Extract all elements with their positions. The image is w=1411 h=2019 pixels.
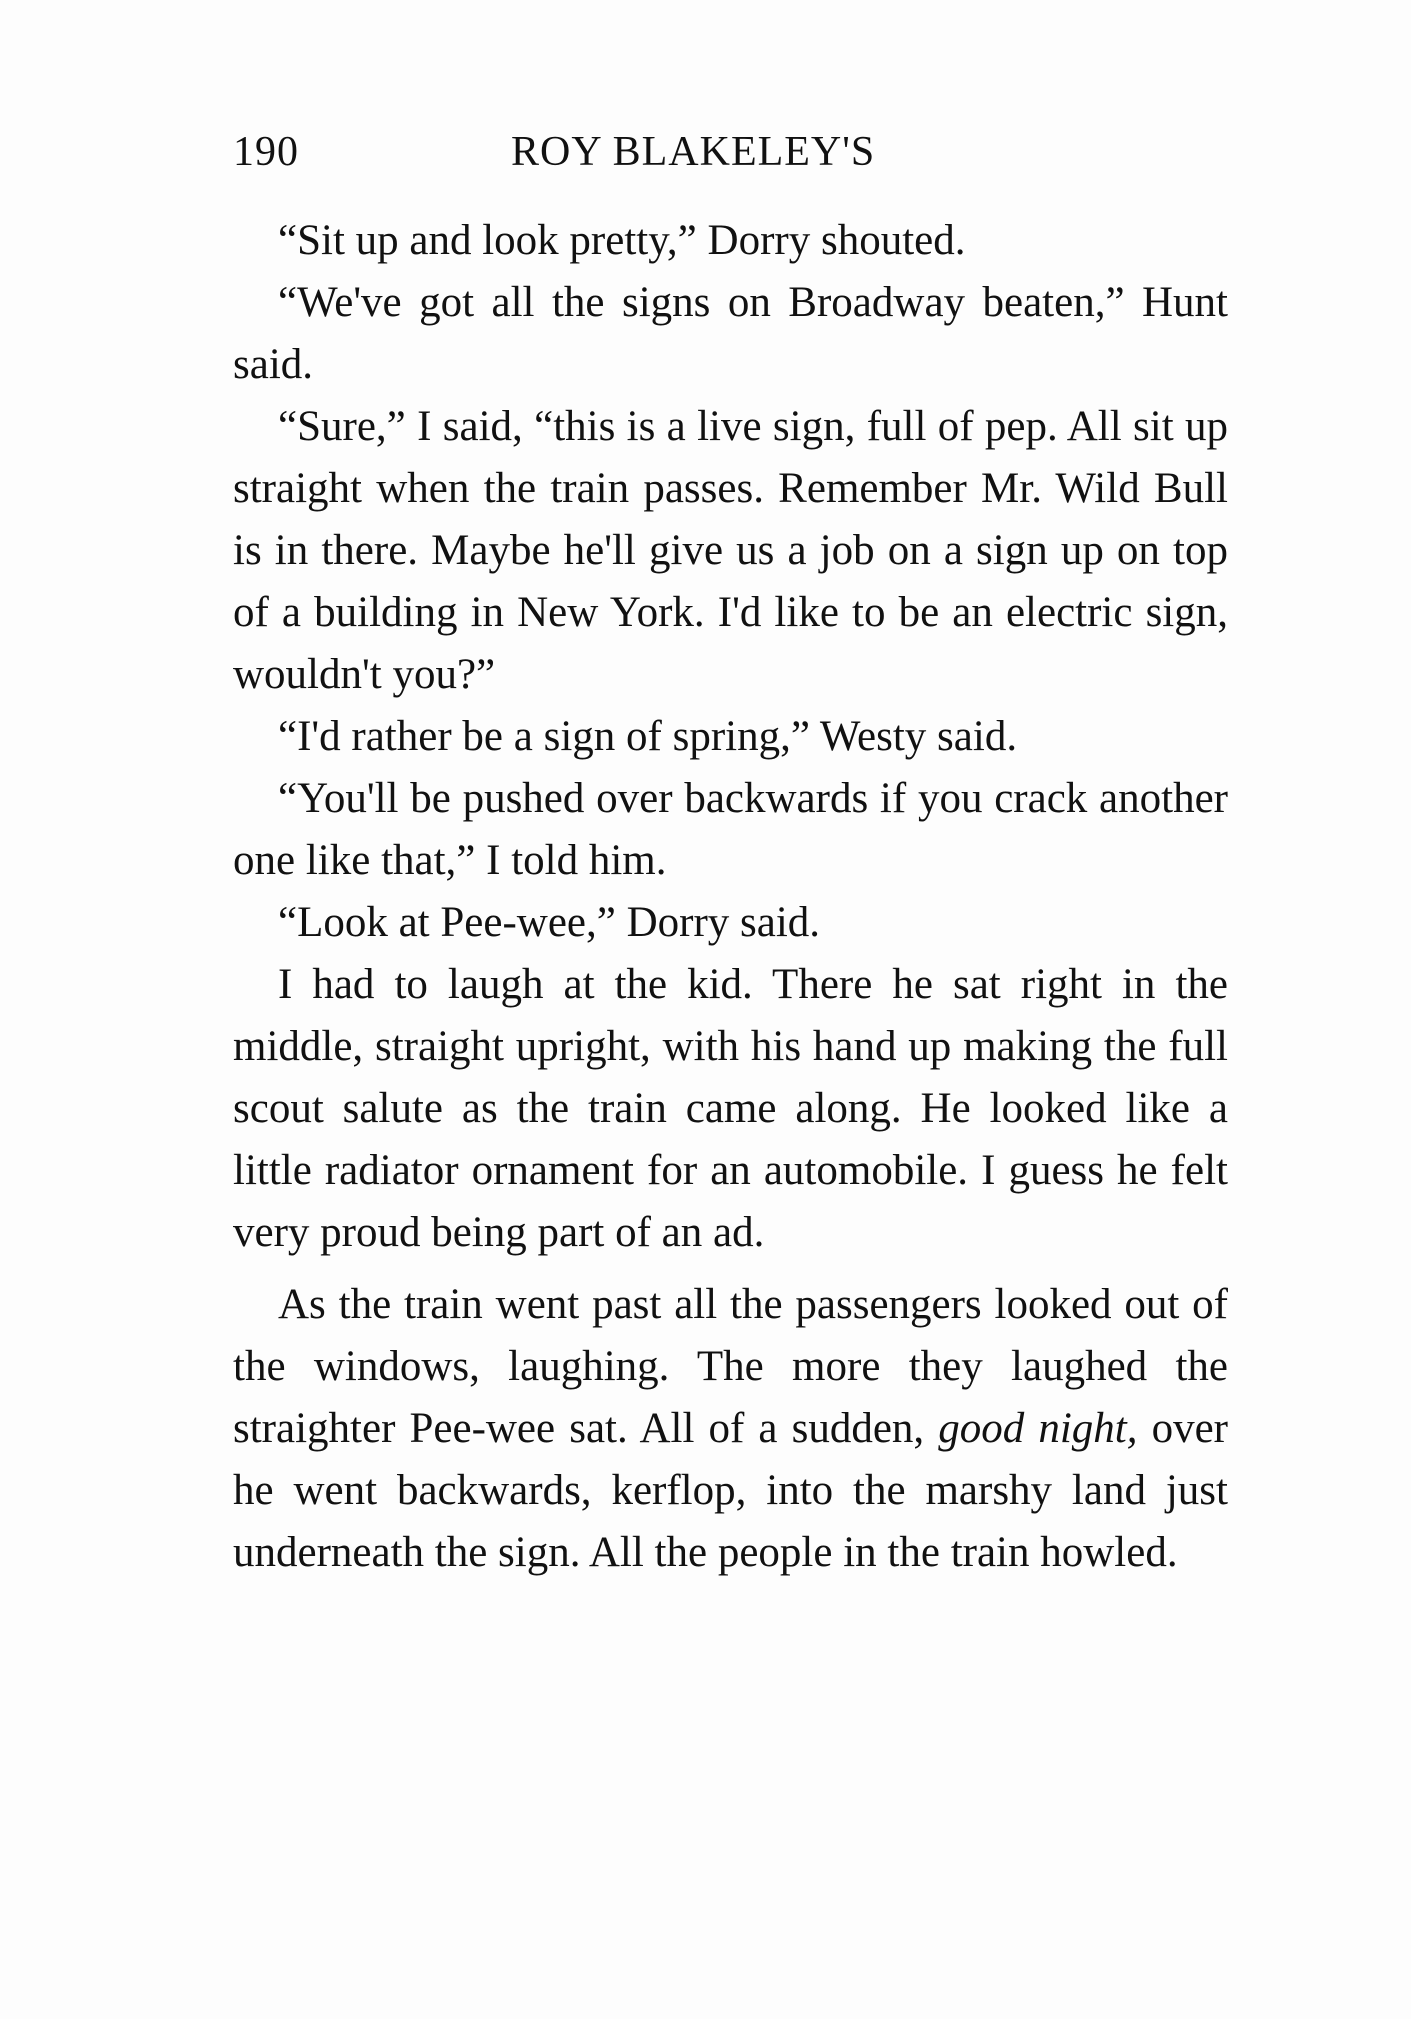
paragraph-text-start: As the train went past all the passengers looked out of the windows, laughing. The more they laughed the straighter Pee-wee sat. All of a sudden,: [233, 1281, 1228, 1452]
page-number: 190: [233, 129, 299, 175]
paragraph-live-sign: “Sure,” I said, “this is a live sign, full of pep. All sit up straight when the train passes. Remember Mr. Wild Bull is in there. Maybe he'll give us a job on a sign up on top of a building in New York. I'd like to be an electric sign, wouldn't you?”: [233, 403, 1228, 698]
paragraph-hunt-said: “We've got all the signs on Broadway beaten,” Hunt said.: [233, 279, 1228, 388]
paragraph-train-went-past: [233, 1274, 1228, 1584]
running-head: ROY BLAKELEY'S: [511, 129, 876, 175]
paragraph-told-him: “You'll be pushed over backwards if you crack another one like that,” I told him.: [233, 775, 1228, 884]
italic-phrase: good night,: [938, 1405, 1138, 1452]
body-text: [233, 210, 1228, 1584]
paragraph-laugh-at-kid: I had to laugh at the kid. There he sat right in the middle, straight upright, with his hand up making the full scout salute as the train came along. He looked like a little radiator ornament for an automobile. I guess he felt very proud being part of an ad.: [233, 961, 1228, 1256]
paragraph-look-at-peewee: “Look at Pee-wee,” Dorry said.: [278, 899, 821, 946]
paragraph-dorry-shouted: “Sit up and look pretty,” Dorry shouted.: [278, 217, 966, 264]
paragraph-text-end: over he went backwards, kerflop, into the marshy land just underneath the sign. All the people in the train howled.: [233, 1405, 1229, 1576]
page-header: [233, 128, 1228, 188]
paragraph-westy-said: “I'd rather be a sign of spring,” Westy said.: [278, 713, 1018, 760]
